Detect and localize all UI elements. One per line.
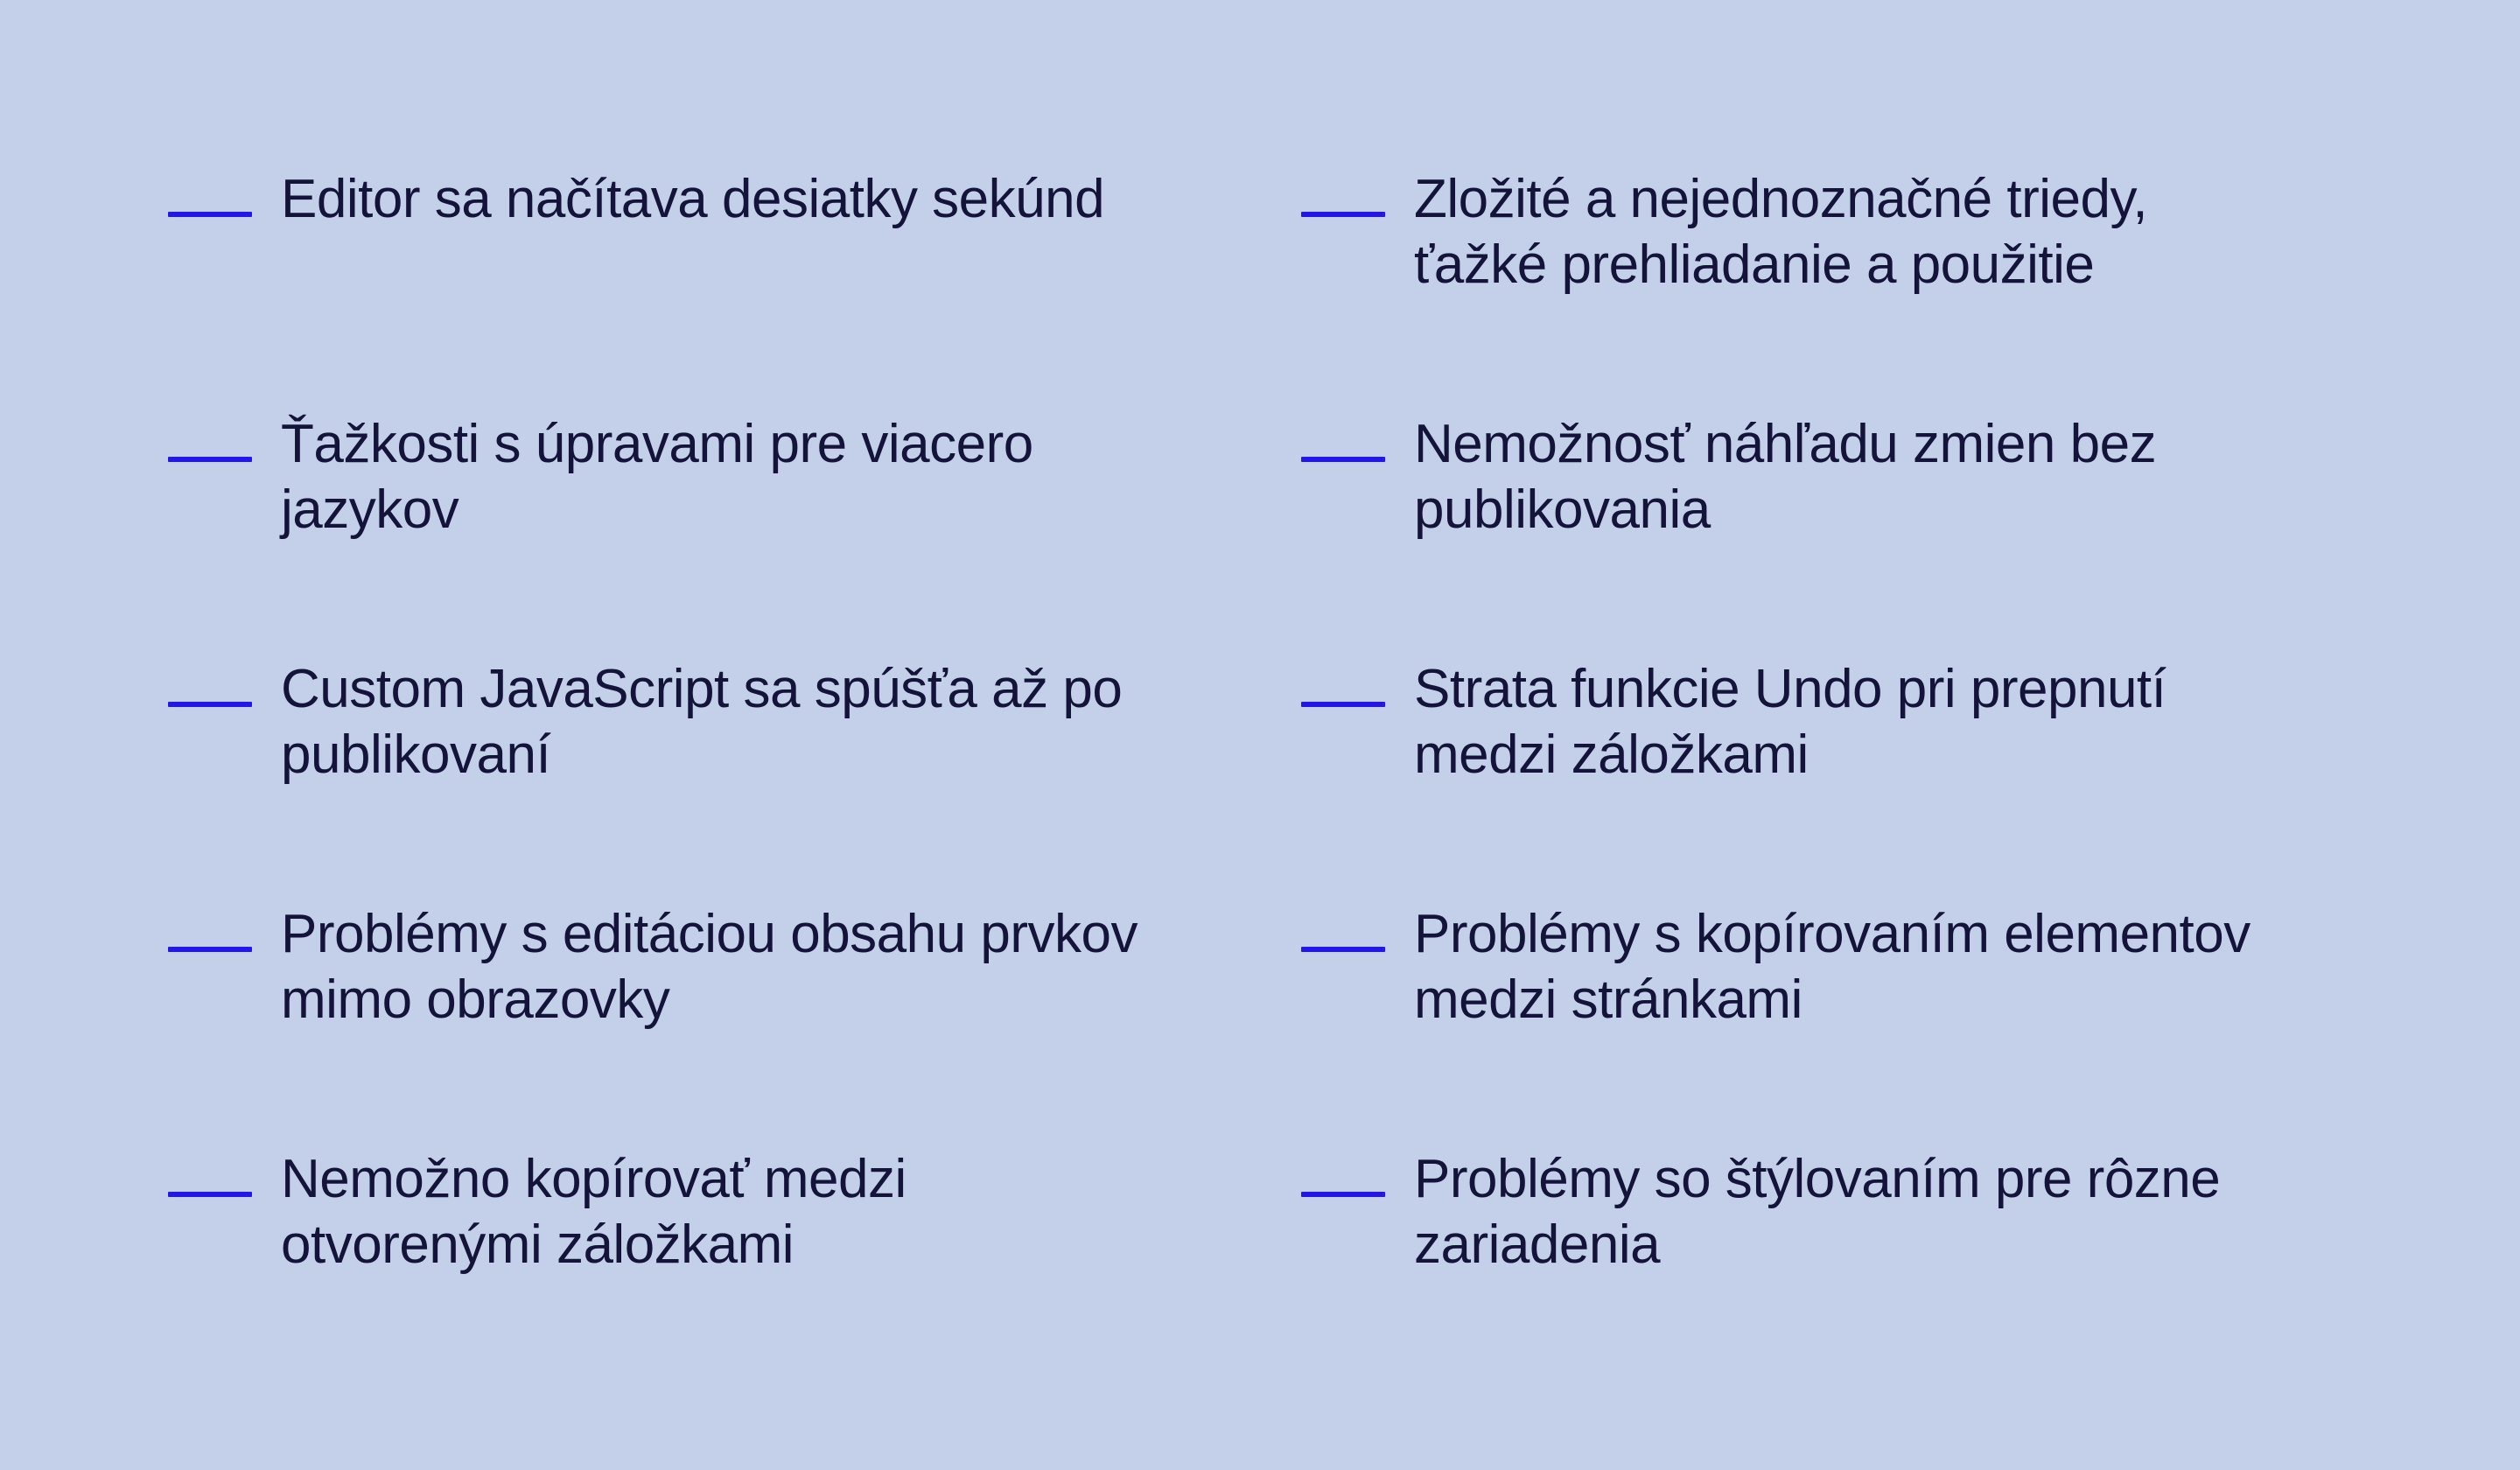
list-item [1301, 1146, 2390, 1391]
list-item [168, 166, 1301, 411]
list-item-text: Zložité a nejednoznačné triedy, ťažké prehliadanie a použitie [1414, 169, 2148, 295]
dash-bullet-icon [168, 457, 252, 462]
list-item-text: Ťažkosti s úpravami pre viacero jazykov [281, 414, 1033, 540]
list-item-text: Problémy so štýlovaním pre rôzne zariadenia [1414, 1149, 2221, 1275]
list-item [1301, 166, 2390, 411]
list-item-text: Strata funkcie Undo pri prepnutí medzi záložkami [1414, 659, 2166, 785]
list-item-text: Editor sa načítava desiatky sekúnd [281, 169, 1105, 229]
dash-bullet-icon [168, 1192, 252, 1197]
dash-bullet-icon [168, 212, 252, 217]
list-item [168, 1146, 1301, 1391]
dash-bullet-icon [1301, 947, 1385, 952]
list-item-text: Custom JavaScript sa spúšťa až po publikovaní [281, 659, 1123, 785]
list-item-text: Problémy s editáciou obsahu prvkov mimo obrazovky [281, 904, 1138, 1030]
list-item [168, 901, 1301, 1146]
list-item [1301, 656, 2390, 901]
list-item [1301, 901, 2390, 1146]
list-item-text: Nemožno kopírovať medzi otvorenými záložkami [281, 1149, 906, 1275]
list-item [1301, 411, 2390, 656]
list-item [168, 411, 1301, 656]
dash-bullet-icon [1301, 1192, 1385, 1197]
dash-bullet-icon [1301, 212, 1385, 217]
dash-bullet-icon [168, 947, 252, 952]
issues-list [168, 166, 2390, 1391]
list-item-text: Nemožnosť náhľadu zmien bez publikovania [1414, 414, 2157, 540]
dash-bullet-icon [1301, 702, 1385, 707]
dash-bullet-icon [1301, 457, 1385, 462]
list-item [168, 656, 1301, 901]
dash-bullet-icon [168, 702, 252, 707]
list-item-text: Problémy s kopírovaním elementov medzi stránkami [1414, 904, 2250, 1030]
